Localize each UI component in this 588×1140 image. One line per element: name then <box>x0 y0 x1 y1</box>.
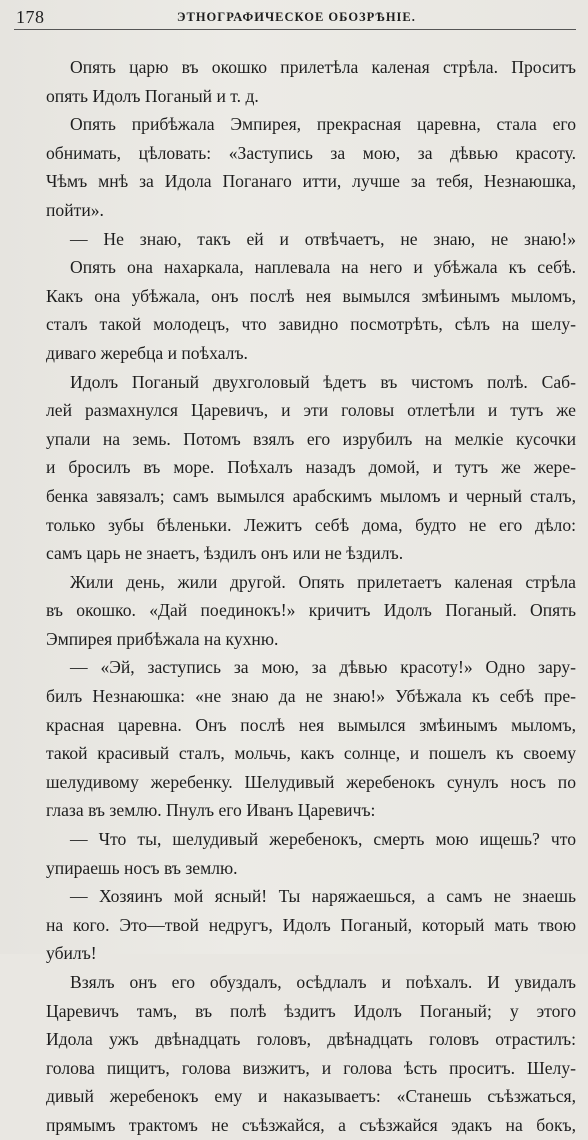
text-line: только зубы бѣленьки. Лежитъ себѣ дома, будто не его дѣло: <box>46 514 576 535</box>
text-line: голова пищитъ, голова визжитъ, и голова ѣсть проситъ. Шелу- <box>46 1057 576 1078</box>
text-line: пойти». <box>46 199 104 220</box>
text-line: на кого. Это—твой недругъ, Идолъ Поганый, который мать твою <box>46 914 576 935</box>
body-text <box>46 53 576 1140</box>
text-line: Опять царю въ окошко прилетѣла каленая стрѣла. Проситъ <box>70 57 576 77</box>
text-line: билъ Незнаюшка: «не знаю да не знаю!» Убѣжала къ себѣ пре- <box>46 686 576 707</box>
text-line: въ окошко. «Дай поединокъ!» кричитъ Идолъ Поганый. Опять <box>46 600 576 621</box>
text-line: дивый жеребенокъ ему и наказываетъ: «Станешь съѣзжаться, <box>46 1086 576 1107</box>
text-line: лей размахнулся Царевичъ, и эти головы отлетѣли и тутъ же <box>46 400 576 421</box>
text-line: — Что ты, шелудивый жеребенокъ, смерть мою ищешь? что <box>70 829 576 850</box>
running-title: ЭТНОГРАФИЧЕСКОЕ ОБОЗРѢНІЕ. <box>177 10 416 24</box>
text-line: упираешь носъ въ землю. <box>46 857 238 878</box>
text-line: глаза въ землю. Пнулъ его Иванъ Царевичъ: <box>46 800 376 821</box>
text-line: Взялъ онъ его обуздалъ, осѣдлалъ и поѣхалъ. И увидалъ <box>70 972 576 992</box>
text-line: Эмпирея прибѣжала на кухню. <box>46 628 279 649</box>
text-line: — Не знаю, такъ ей и отвѣчаетъ, не знаю, не знаю!» <box>70 228 576 249</box>
text-line: такой красивый сталъ, мольчь, какъ солнце, и пошелъ къ своему <box>46 743 576 764</box>
text-line: Чѣмъ мнѣ за Идола Поганаго итти, лучше за тебя, Незнаюшка, <box>46 171 576 192</box>
text-line: дивагo жеребца и поѣхалъ. <box>46 342 248 363</box>
text-line: Жили день, жили другой. Опять прилетаетъ каленая стрѣла <box>70 571 576 592</box>
page-number: 178 <box>16 7 45 27</box>
text-line: шелудивому жеребенку. Шелудивый жеребенокъ сунулъ носъ по <box>46 771 576 792</box>
text-line: и бросилъ въ море. Поѣхалъ назадъ домой, и тутъ же жере- <box>46 457 576 478</box>
text-line: прямымъ трактомъ не съѣзжайся, а съѣзжайся эдакъ на бокъ, <box>46 1114 576 1135</box>
text-line: обнимать, цѣловать: «Заступись за мою, за дѣвью красоту. <box>46 142 576 163</box>
text-line: убилъ! <box>46 943 97 964</box>
text-line: упали на земь. Потомъ взялъ его изрубилъ на мелкіе кусочки <box>46 428 576 449</box>
text-line: Идола ужъ двѣнадцать головъ, двѣнадцать головъ отрастилъ: <box>46 1029 576 1050</box>
text-line: бенка завязалъ; самъ вымылся арабскимъ мыломъ и черный сталъ, <box>46 485 576 506</box>
text-line: — Хозяинъ мой ясный! Ты наряжаешься, а самъ не знаешь <box>70 886 576 907</box>
text-line: Какъ она убѣжала, онъ послѣ нея вымылся змѣинымъ мыломъ, <box>46 285 576 306</box>
header-rule <box>14 29 576 30</box>
text-line: сталъ такой молодецъ, что завидно посмотрѣть, сѣлъ на шелу- <box>46 314 576 335</box>
text-line: Идолъ Поганый двухголовый ѣдетъ въ чистомъ полѣ. Саб- <box>70 371 576 392</box>
text-line: Царевичъ тамъ, въ полѣ ѣздитъ Идолъ Поганый; у этого <box>46 1000 576 1021</box>
text-line: — «Эй, заступись за мою, за дѣвью красоту!» Одно зару- <box>70 657 576 678</box>
text-line: самъ царь не знаетъ, ѣздилъ онъ или не ѣздилъ. <box>46 543 404 564</box>
text-line: Опять она нахаркала, наплевала на него и убѣжала къ себѣ. <box>70 257 576 278</box>
page-header <box>12 4 578 30</box>
text-line: красная царевна. Онъ послѣ нея вымылся змѣинымъ мыломъ, <box>46 714 576 735</box>
text-line: опять Идолъ Поганый и т. д. <box>46 85 259 106</box>
text-line: Опять прибѣжала Эмпирея, прекрасная царевна, стала его <box>70 114 576 135</box>
